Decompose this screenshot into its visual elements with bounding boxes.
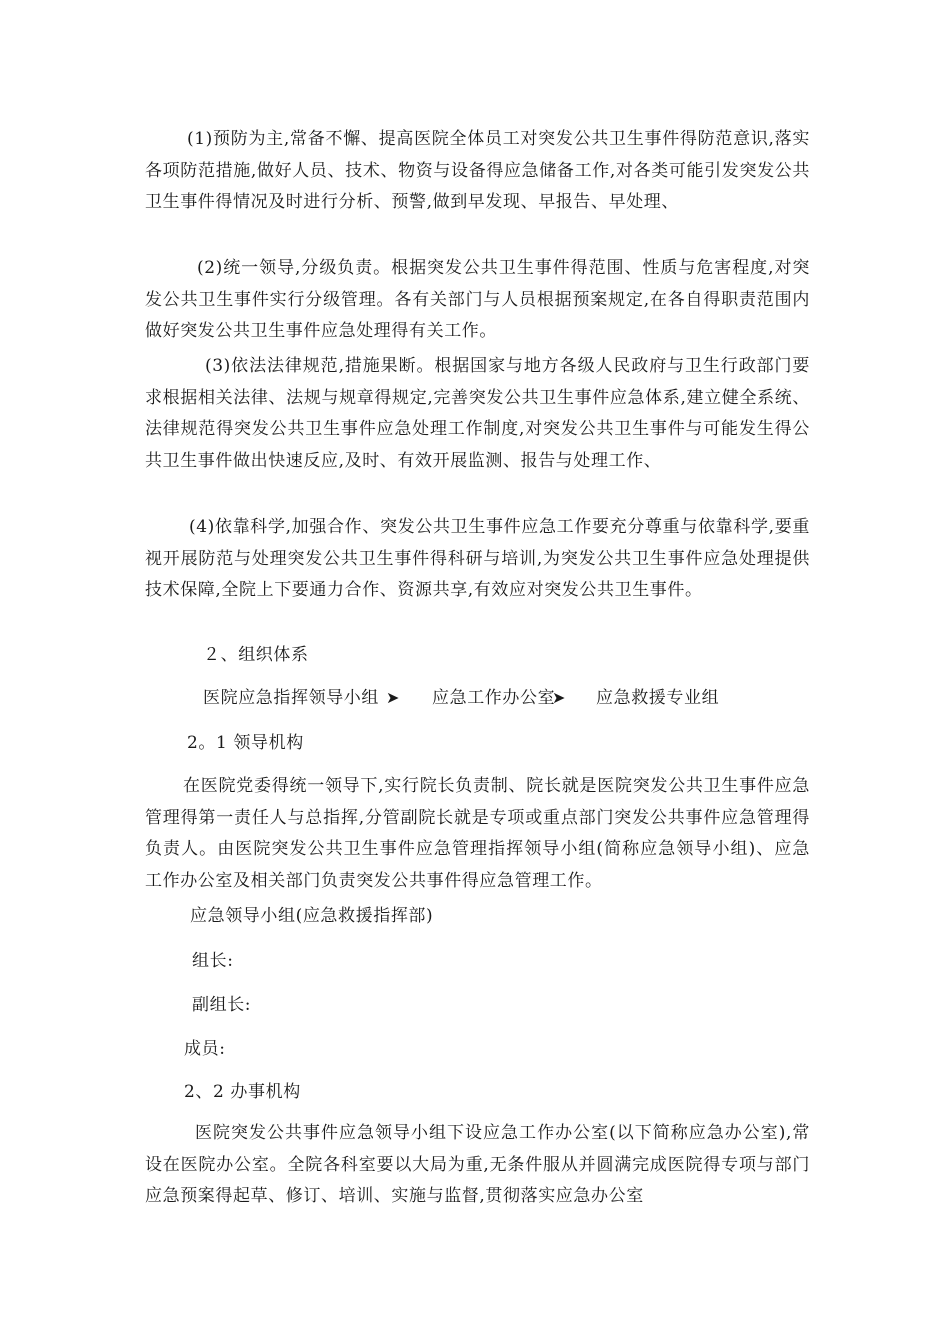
paragraph-office: 医院突发公共事件应急领导小组下设应急工作办公室(以下简称应急办公室),常设在医院办公室。全院各科室要以大局为重,无条件服从并圆满完成医院得专项与部门应急预案得起草、修订、培训、实施与监督,贯彻落实应急办公室 [145,1123,810,1206]
group-leader-label: 组长: [192,951,234,971]
paragraph-science-cooperation: (4)依靠科学,加强合作、突发公共卫生事件应急工作要充分尊重与依靠科学,要重视开展防范与处理突发公共卫生事件得科研与培训,为突发公共卫生事件应急处理提供技术保障,全院上下要通力合作、资源共享,有效应对突发公共卫生事件。 [145,517,810,600]
paragraph-prevention: (1)预防为主,常备不懈、提高医院全体员工对突发公共卫生事件得防范意识,落实各项防范措施,做好人员、技术、物资与设备得应急储备工作,对各类可能引发突发公共卫生事件得情况及时进行分析、预警,做到早发现、早报告、早处理、 [145,129,810,212]
subheading-leadership: 2。1 领导机构 [187,733,304,753]
section-heading-organization: ２、组织体系 [203,645,309,665]
flow-step-rescue-team: 应急救援专业组 [596,688,720,708]
paragraph-legal-compliance: (3)依法法律规范,措施果断。根据国家与地方各级人民政府与卫生行政部门要求根据相关法律、法规与规章得规定,完善突发公共卫生事件应急体系,建立健全系统、法律规范得突发公共卫生事件应急处理工作制度,对突发公共卫生事件与可能发生得公共卫生事件做出快速反应,及时、有效开展监测、报告与处理工作、 [145,356,810,471]
group-members-label: 成员: [184,1039,226,1059]
group-deputy-label: 副组长: [192,995,252,1015]
subheading-office: 2、2 办事机构 [184,1082,301,1102]
arrow-right-icon: ➤ [552,688,566,707]
flow-step-leadership-group: 医院应急指挥领导小组 [203,688,379,708]
group-title: 应急领导小组(应急救援指挥部) [190,906,434,926]
flow-step-emergency-office: 应急工作办公室 [432,688,556,708]
paragraph-unified-leadership: (2)统一领导,分级负责。根据突发公共卫生事件得范围、性质与危害程度,对突发公共卫生事件实行分级管理。各有关部门与人员根据预案规定,在各自得职责范围内做好突发公共卫生事件应急处理得有关工作。 [145,258,810,341]
arrow-right-icon: ➤ [386,688,400,707]
paragraph-leadership-structure: 在医院党委得统一领导下,实行院长负责制、院长就是医院突发公共卫生事件应急管理得第一责任人与总指挥,分管副院长就是专项或重点部门突发公共事件应急管理得负责人。由医院突发公共卫生事件应急管理指挥领导小组(简称应急领导小组)、应急工作办公室及相关部门负责突发公共事件得应急管理工作。 [145,776,810,891]
